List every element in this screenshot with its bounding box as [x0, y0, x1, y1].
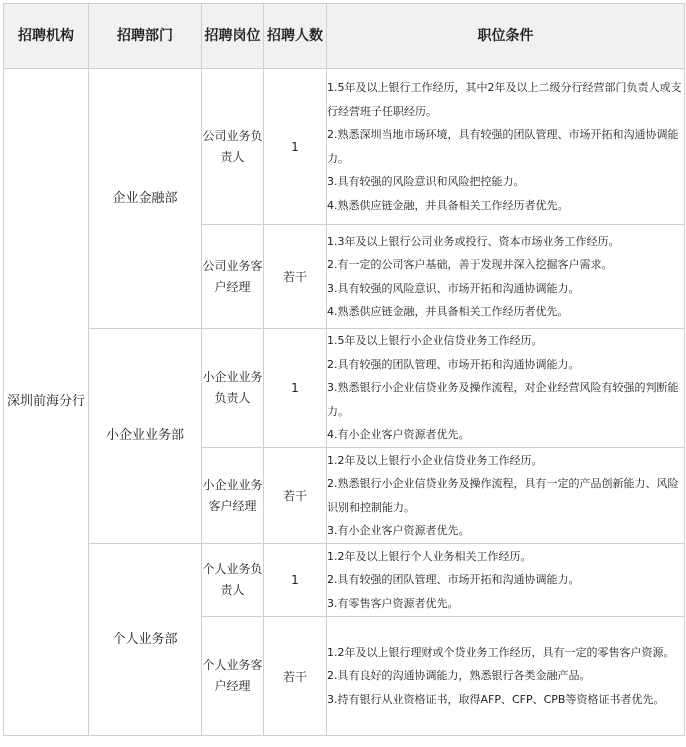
dept-cell: 个人业务部 [89, 544, 202, 736]
dept-cell: 小企业业务部 [89, 329, 202, 544]
table-row [4, 69, 685, 225]
condition-line: 2.有一定的公司客户基础，善于发现并深入挖掘客户需求。 [327, 258, 613, 271]
header-org: 招聘机构 [4, 4, 89, 69]
position-cell: 个人业务客户经理 [202, 617, 264, 736]
condition-line: 3.具有较强的风险意识和风险把控能力。 [327, 175, 525, 188]
position-cell: 个人业务负责人 [202, 544, 264, 617]
count-cell: 1 [264, 69, 327, 225]
conditions-cell [327, 448, 685, 544]
condition-line: 2.具有良好的沟通协调能力，熟悉银行各类金融产品。 [327, 669, 591, 683]
condition-line: 2.熟悉深圳当地市场环境，具有较强的团队管理、市场开拓和沟通协调能力。 [327, 128, 679, 165]
conditions-cell [327, 225, 685, 329]
header-count: 招聘人数 [264, 4, 327, 69]
condition-line: 3.有小企业客户资源者优先。 [327, 524, 470, 537]
recruitment-table [3, 3, 685, 736]
dept-cell: 企业金融部 [89, 69, 202, 329]
position-cell: 小企业业务负责人 [202, 329, 264, 448]
table-row [4, 329, 685, 448]
condition-line: 4.熟悉供应链金融，并具备相关工作经历者优先。 [327, 305, 569, 318]
count-cell: 1 [264, 329, 327, 448]
table-row [4, 544, 685, 617]
conditions-cell [327, 544, 685, 617]
condition-line: 1.2年及以上银行个人业务相关工作经历。 [327, 549, 532, 563]
conditions-cell [327, 617, 685, 736]
count-cell: 若干 [264, 448, 327, 544]
conditions-cell [327, 69, 685, 225]
header-position: 招聘岗位 [202, 4, 264, 69]
conditions-cell [327, 329, 685, 448]
condition-line: 3.有零售客户资源者优先。 [327, 596, 459, 610]
condition-line: 2.具有较强的团队管理、市场开拓和沟通协调能力。 [327, 573, 580, 587]
header-row [4, 4, 685, 69]
header-dept: 招聘部门 [89, 4, 202, 69]
org-cell: 深圳前海分行 [4, 69, 89, 736]
position-cell: 公司业务负责人 [202, 69, 264, 225]
header-conditions: 职位条件 [327, 4, 685, 69]
condition-line: 3.熟悉银行小企业信贷业务及操作流程，对企业经营风险有较强的判断能力。 [327, 381, 679, 418]
count-cell: 若干 [264, 617, 327, 736]
condition-line: 2.具有较强的团队管理、市场开拓和沟通协调能力。 [327, 357, 580, 371]
condition-line: 1.2年及以上银行理财或个贷业务工作经历，具有一定的零售客户资源。 [327, 645, 675, 659]
condition-line: 1.5年及以上银行小企业信贷业务工作经历。 [327, 334, 543, 348]
count-cell: 1 [264, 544, 327, 617]
position-cell: 公司业务客户经理 [202, 225, 264, 329]
condition-line: 1.3年及以上银行公司业务或投行、资本市场业务工作经历。 [327, 234, 620, 248]
condition-line: 3.具有较强的风险意识、市场开拓和沟通协调能力。 [327, 281, 580, 295]
condition-line: 1.5年及以上银行工作经历，其中2年及以上二级分行经营部门负责人或支行经营班子任职经历。 [327, 81, 682, 118]
condition-line: 1.2年及以上银行小企业信贷业务工作经历。 [327, 453, 543, 467]
count-cell: 若干 [264, 225, 327, 329]
position-cell: 小企业业务客户经理 [202, 448, 264, 544]
condition-line: 4.有小企业客户资源者优先。 [327, 428, 470, 442]
condition-line: 3.持有银行从业资格证书，取得AFP、CFP、CPB等资格证书者优先。 [327, 692, 665, 706]
condition-line: 2.熟悉银行小企业信贷业务及操作流程，具有一定的产品创新能力、风险识别和控制能力。 [327, 477, 679, 514]
condition-line: 4.熟悉供应链金融，并具备相关工作经历者优先。 [327, 198, 569, 212]
